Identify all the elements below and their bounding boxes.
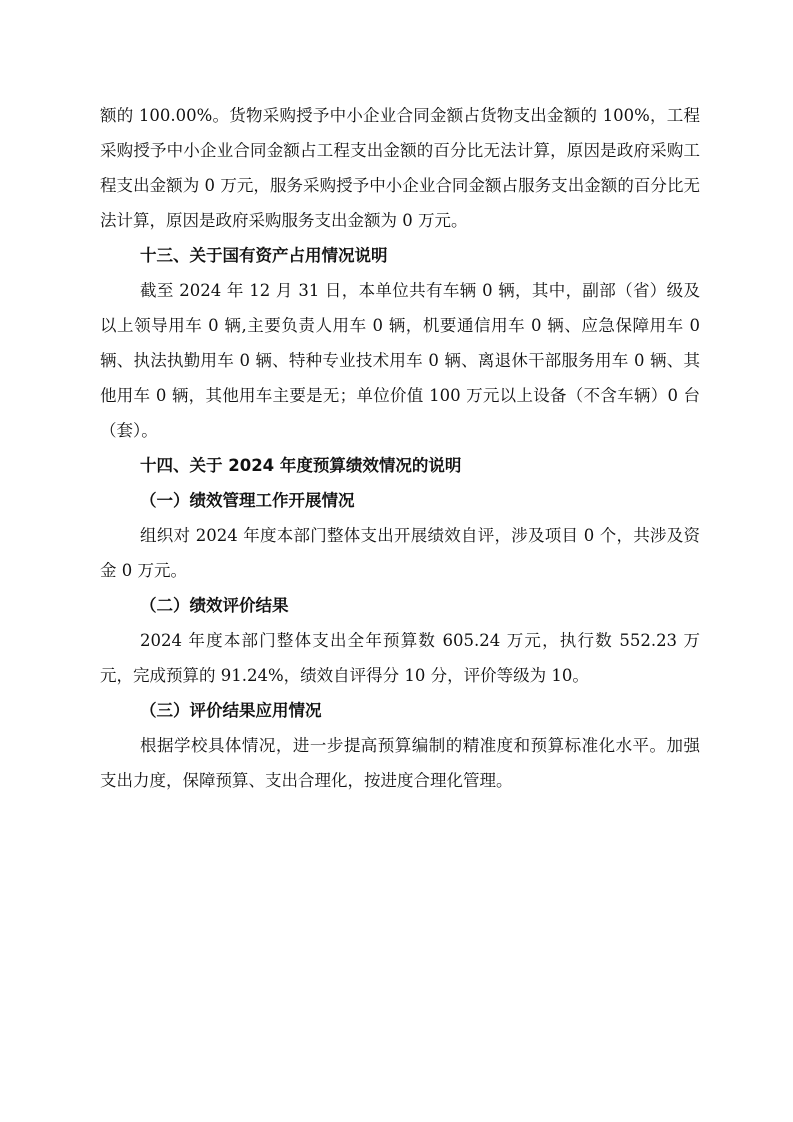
paragraph-performance-management: 组织对 2024 年度本部门整体支出开展绩效自评，涉及项目 0 个，共涉及资金 0 万元。 bbox=[100, 526, 700, 580]
paragraph-evaluation-results: 2024 年度本部门整体支出全年预算数 605.24 万元，执行数 552.23 万元，完成预算的 91.24%，绩效自评得分 10 分，评价等级为 10。 bbox=[100, 631, 700, 685]
subheading-evaluation-results: （二）绩效评价结果 bbox=[140, 596, 289, 615]
paragraph-results-application: 根据学校具体情况，进一步提高预算编制的精准度和预算标准化水平。加强支出力度，保障预算、支出合理化，按进度合理化管理。 bbox=[100, 736, 700, 790]
paragraph-state-assets: 截至 2024 年 12 月 31 日，本单位共有车辆 0 辆，其中，副部（省）级及以上领导用车 0 辆,主要负责人用车 0 辆，机要通信用车 0 辆、应急保障用车 0 辆、执法执勤用车 0 辆、特种专业技术用车 0 辆、离退休干部服务用车 0 辆、其他用车 0 辆，其他用车主要是无；单位价值 100 万元以上设备（不含车辆）0 台（套）。 bbox=[100, 281, 700, 440]
section-heading-13: 十三、关于国有资产占用情况说明 bbox=[140, 246, 388, 265]
paragraph-procurement-continued: 额的 100.00%。货物采购授予中小企业合同金额占货物支出金额的 100%，工程采购授予中小企业合同金额占工程支出金额的百分比无法计算，原因是政府采购工程支出金额为 0 万元，服务采购授予中小企业合同金额占服务支出金额的百分比无法计算，原因是政府采购服务支出金额为 0 万元。 bbox=[100, 106, 700, 230]
subheading-performance-management: （一）绩效管理工作开展情况 bbox=[140, 491, 355, 510]
subheading-results-application: （三）评价结果应用情况 bbox=[140, 701, 322, 720]
section-heading-14: 十四、关于 2024 年度预算绩效情况的说明 bbox=[140, 456, 462, 475]
document-body bbox=[100, 98, 700, 798]
